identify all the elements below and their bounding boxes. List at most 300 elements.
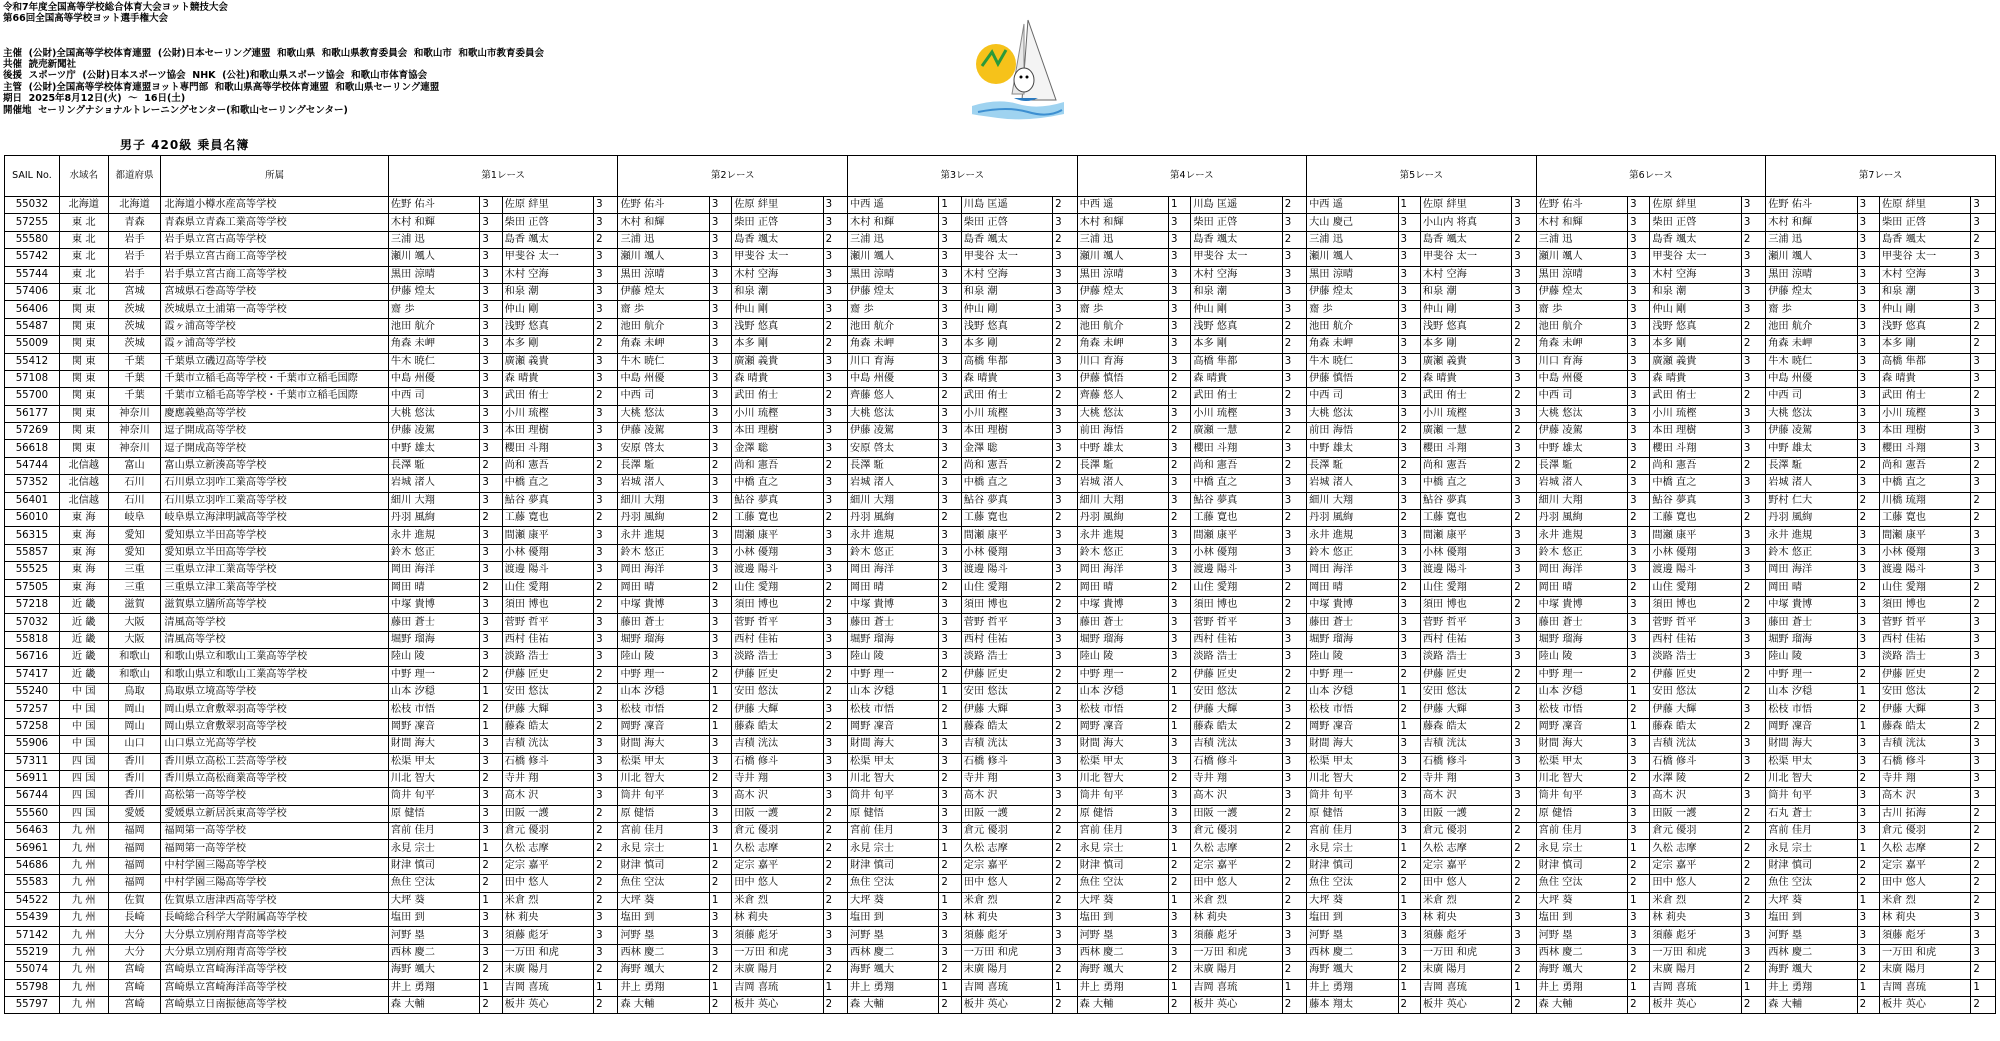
crew-name-cell: 岩城 渚人 [848,475,939,492]
crew-name-cell: 鈴木 悠正 [1307,544,1398,561]
grade-cell: 2 [594,318,618,335]
grade-cell: 3 [480,423,502,440]
grade-cell: 2 [823,596,847,613]
crew-name-cell: 小林 優翔 [732,544,823,561]
prefecture-cell: 茨城 [108,318,161,335]
crew-name-cell: 永井 進規 [618,527,709,544]
crew-name-cell: 高木 沢 [502,788,593,805]
crew-name-cell: 牛木 暁仁 [1307,353,1398,370]
grade-cell: 2 [939,666,961,683]
crew-name-cell: 中橋 直之 [961,475,1052,492]
grade-cell: 1 [1628,718,1650,735]
grade-cell: 2 [1053,336,1077,353]
crew-name-cell: 大桃 悠汰 [618,405,709,422]
crew-name-cell: 瀬川 颯人 [618,249,709,266]
grade-cell: 1 [1971,979,1996,996]
grade-cell: 2 [594,336,618,353]
crew-name-cell: 宮前 佳月 [848,823,939,840]
crew-name-cell: 本多 剛 [732,336,823,353]
grade-cell: 3 [1398,266,1420,283]
crew-name-cell: 大桃 悠汰 [1766,405,1857,422]
crew-name-cell: 河野 塁 [1536,927,1627,944]
grade-cell: 3 [1398,753,1420,770]
crew-name-cell: 宮前 佳月 [1077,823,1168,840]
grade-cell: 3 [1512,266,1536,283]
grade-cell: 3 [1053,631,1077,648]
grade-cell: 3 [1628,266,1650,283]
grade-cell: 3 [1398,231,1420,248]
grade-cell: 2 [1857,996,1879,1013]
region-cell: 東 北 [59,249,108,266]
crew-name-cell: 細川 大翔 [1077,492,1168,509]
grade-cell: 3 [939,283,961,300]
grade-cell: 3 [1971,475,1996,492]
grade-cell: 2 [709,457,731,474]
sail-no-cell: 57142 [5,927,60,944]
grade-cell: 2 [480,510,502,527]
grade-cell: 2 [1282,666,1306,683]
crew-name-cell: 丹羽 風絢 [1077,510,1168,527]
crew-name-cell: 吉積 洸汰 [961,736,1052,753]
sail-no-cell: 55487 [5,318,60,335]
table-row [5,510,1996,527]
crew-name-cell: 筒井 旬平 [1307,788,1398,805]
grade-cell: 3 [1741,544,1765,561]
crew-name-cell: 魚住 空汰 [1536,875,1627,892]
grade-cell: 3 [709,423,731,440]
grade-cell: 3 [1628,249,1650,266]
grade-cell: 3 [594,527,618,544]
grade-cell: 3 [709,631,731,648]
grade-cell: 2 [594,857,618,874]
crew-name-cell: 渡邊 陽斗 [1650,562,1741,579]
table-row [5,805,1996,822]
grade-cell: 3 [1282,475,1306,492]
crew-name-cell: 小川 琉樫 [502,405,593,422]
region-cell: 関 東 [59,353,108,370]
grade-cell: 2 [480,579,502,596]
crew-name-cell: 末廣 陽月 [1420,962,1511,979]
grade-cell: 2 [594,805,618,822]
grade-cell: 2 [1053,510,1077,527]
crew-name-cell: 伊藤 匠史 [732,666,823,683]
grade-cell: 2 [1512,596,1536,613]
crew-name-cell: 松枝 市悟 [848,701,939,718]
grade-cell: 3 [823,736,847,753]
table-row [5,405,1996,422]
crew-name-cell: 山本 汐穏 [1307,683,1398,700]
crew-name-cell: 仲山 剛 [1879,301,1970,318]
grade-cell: 2 [1857,492,1879,509]
school-cell: 愛媛県立新居浜東高等学校 [161,805,389,822]
region-cell: 関 東 [59,423,108,440]
grade-cell: 2 [1512,510,1536,527]
crew-name-cell: 岡田 海洋 [1766,562,1857,579]
crew-name-cell: 米倉 烈 [732,892,823,909]
grade-cell: 2 [1512,875,1536,892]
crew-name-cell: 古川 拓海 [1879,805,1970,822]
school-cell: 岩手県立宮古商工高等学校 [161,266,389,283]
crew-name-cell: 安田 悠汰 [1191,683,1282,700]
crew-name-cell: 廣瀬 義貴 [502,353,593,370]
prefecture-cell: 岡山 [108,718,161,735]
grade-cell: 3 [1857,266,1879,283]
crew-name-cell: 武田 侑士 [502,388,593,405]
grade-cell: 2 [480,996,502,1013]
grade-cell: 2 [1512,823,1536,840]
crew-name-cell: 長澤 駈 [388,457,479,474]
grade-cell: 3 [1512,544,1536,561]
crew-name-cell: 菅野 哲平 [1879,614,1970,631]
crew-name-cell: 黒田 涼晴 [618,266,709,283]
grade-cell: 3 [480,927,502,944]
crew-name-cell: 永見 宗士 [1307,840,1398,857]
grade-cell: 3 [939,544,961,561]
grade-cell: 3 [1053,266,1077,283]
crew-name-cell: 陸山 陵 [388,649,479,666]
grade-cell: 1 [1857,892,1879,909]
grade-cell: 3 [939,249,961,266]
region-cell: 九 州 [59,875,108,892]
crew-name-cell: 末廣 陽月 [961,962,1052,979]
grade-cell: 2 [1282,857,1306,874]
grade-cell: 3 [594,944,618,961]
grade-cell: 2 [1741,892,1765,909]
crew-name-cell: 吉岡 喜琉 [1191,979,1282,996]
crew-name-cell: 財間 海大 [388,736,479,753]
grade-cell: 2 [1398,666,1420,683]
crew-name-cell: 定宗 嘉平 [1420,857,1511,874]
grade-cell: 3 [1053,614,1077,631]
grade-cell: 2 [1282,231,1306,248]
grade-cell: 2 [1971,683,1996,700]
region-cell: 関 東 [59,440,108,457]
grade-cell: 3 [1512,405,1536,422]
grade-cell: 3 [709,353,731,370]
sail-no-cell: 56401 [5,492,60,509]
crew-name-cell: 本多 剛 [961,336,1052,353]
crew-name-cell: 米倉 烈 [1879,892,1970,909]
grade-cell: 3 [1971,631,1996,648]
grade-cell: 3 [1628,788,1650,805]
grade-cell: 3 [594,788,618,805]
crew-name-cell: 久松 志摩 [1650,840,1741,857]
prefecture-cell: 茨城 [108,336,161,353]
crew-name-cell: 大桃 悠汰 [848,405,939,422]
crew-name-cell: 高木 沢 [1650,788,1741,805]
crew-name-cell: 森 晴貴 [502,370,593,387]
crew-name-cell: 藤森 皓太 [1650,718,1741,735]
grade-cell: 1 [480,683,502,700]
grade-cell: 2 [1512,579,1536,596]
crew-name-cell: 藤森 皓太 [1420,718,1511,735]
region-cell: 北海道 [59,197,108,214]
grade-cell: 2 [480,875,502,892]
grade-cell: 2 [1282,805,1306,822]
prefecture-cell: 滋賀 [108,596,161,613]
grade-cell: 3 [1628,544,1650,561]
grade-cell: 2 [1282,318,1306,335]
grade-cell: 2 [1741,318,1765,335]
grade-cell: 2 [939,996,961,1013]
grade-cell: 3 [1512,788,1536,805]
crew-name-cell: 大坪 葵 [1077,892,1168,909]
grade-cell: 3 [1857,736,1879,753]
grade-cell: 3 [1628,336,1650,353]
grade-cell: 3 [1628,944,1650,961]
crew-name-cell: 石橋 修斗 [1879,753,1970,770]
sail-no-cell: 56010 [5,510,60,527]
prefecture-cell: 福岡 [108,857,161,874]
grade-cell: 2 [823,683,847,700]
crew-name-cell: 須田 博也 [502,596,593,613]
table-row [5,666,1996,683]
crew-name-cell: 鈴木 悠正 [848,544,939,561]
grade-cell: 3 [594,736,618,753]
crew-name-cell: 淡路 浩士 [1191,649,1282,666]
crew-name-cell: 宮前 佳月 [618,823,709,840]
crew-name-cell: 魚住 空汰 [1307,875,1398,892]
grade-cell: 3 [939,231,961,248]
crew-name-cell: 倉元 優羽 [732,823,823,840]
grade-cell: 3 [1282,736,1306,753]
grade-cell: 3 [1168,336,1190,353]
grade-cell: 2 [1857,875,1879,892]
crew-name-cell: 伊藤 煌太 [1307,283,1398,300]
grade-cell: 2 [480,770,502,787]
crew-name-cell: 中塚 貴博 [1077,596,1168,613]
grade-cell: 3 [1168,631,1190,648]
crew-name-cell: 角森 未岬 [1307,336,1398,353]
region-cell: 九 州 [59,823,108,840]
grade-cell: 1 [1512,979,1536,996]
crew-name-cell: 永見 宗士 [1077,840,1168,857]
crew-name-cell: 山住 愛翔 [961,579,1052,596]
grade-cell: 3 [709,440,731,457]
crew-name-cell: 工藤 寛也 [1650,510,1741,527]
crew-name-cell: 安田 悠汰 [1650,683,1741,700]
grade-cell: 3 [1971,927,1996,944]
crew-name-cell: 西村 佳祐 [732,631,823,648]
crew-name-cell: 鈴木 悠正 [1077,544,1168,561]
grade-cell: 2 [823,318,847,335]
crew-name-cell: 中野 理一 [848,666,939,683]
grade-cell: 3 [1628,614,1650,631]
grade-cell: 2 [823,231,847,248]
crew-name-cell: 川北 智大 [1077,770,1168,787]
crew-name-cell: 小川 琉樫 [1879,405,1970,422]
crew-name-cell: 和泉 潮 [502,283,593,300]
grade-cell: 3 [823,249,847,266]
grade-cell: 1 [1168,840,1190,857]
grade-cell: 2 [1398,701,1420,718]
grade-cell: 3 [594,614,618,631]
grade-cell: 2 [939,510,961,527]
grade-cell: 3 [1168,596,1190,613]
prefecture-cell: 和歌山 [108,649,161,666]
grade-cell: 3 [823,475,847,492]
grade-cell: 3 [1971,544,1996,561]
grade-cell: 3 [1857,596,1879,613]
crew-name-cell: 島香 颯太 [1191,231,1282,248]
grade-cell: 3 [1053,440,1077,457]
crew-name-cell: 石橋 修斗 [502,753,593,770]
crew-name-cell: 伊藤 煌太 [388,283,479,300]
prefecture-cell: 岐阜 [108,510,161,527]
crew-name-cell: 渡邊 陽斗 [1191,562,1282,579]
region-cell: 近 畿 [59,666,108,683]
crew-name-cell: 安原 啓太 [618,440,709,457]
grade-cell: 2 [1168,875,1190,892]
crew-name-cell: 石橋 修斗 [961,753,1052,770]
crew-name-cell: 安田 悠汰 [732,683,823,700]
grade-cell: 3 [1741,197,1765,214]
crew-name-cell: 田中 悠人 [732,875,823,892]
school-cell: 岡山県立倉敷翠羽高等学校 [161,701,389,718]
crew-name-cell: 中西 司 [1536,388,1627,405]
grade-cell: 3 [1282,614,1306,631]
crew-name-cell: 牛木 暁仁 [618,353,709,370]
grade-cell: 2 [1053,318,1077,335]
crew-name-cell: 森 晴貴 [1191,370,1282,387]
crew-name-cell: 財津 慎司 [1536,857,1627,874]
grade-cell: 3 [1512,562,1536,579]
region-cell: 近 畿 [59,649,108,666]
school-cell: 石川県立羽咋工業高等学校 [161,475,389,492]
grade-cell: 3 [1168,927,1190,944]
region-cell: 九 州 [59,927,108,944]
crew-name-cell: 林 莉央 [1879,910,1970,927]
prefecture-cell: 大分 [108,944,161,961]
grade-cell: 2 [823,857,847,874]
grade-cell: 3 [480,823,502,840]
grade-cell: 3 [1628,527,1650,544]
grade-cell: 3 [1512,492,1536,509]
crew-name-cell: 廣瀬 義貴 [1420,353,1511,370]
crew-name-cell: 林 莉央 [502,910,593,927]
crew-name-cell: 岩城 渚人 [1766,475,1857,492]
crew-name-cell: 岡野 凜音 [848,718,939,735]
grade-cell: 3 [1398,823,1420,840]
prefecture-cell: 岩手 [108,249,161,266]
crew-name-cell: 本多 剛 [1879,336,1970,353]
grade-cell: 2 [1741,579,1765,596]
grade-cell: 3 [480,301,502,318]
grade-cell: 3 [1628,596,1650,613]
crew-name-cell: 伊藤 煌太 [1077,283,1168,300]
crew-name-cell: 岩城 渚人 [1307,475,1398,492]
crew-name-cell: 中塚 貴博 [618,596,709,613]
crew-name-cell: 柴田 正啓 [1650,214,1741,231]
grade-cell: 3 [1053,492,1077,509]
grade-cell: 3 [1398,527,1420,544]
crew-name-cell: 原 健悟 [1307,805,1398,822]
grade-cell: 2 [1398,579,1420,596]
crew-name-cell: 財津 慎司 [1077,857,1168,874]
table-header-row [5,156,1996,197]
crew-name-cell: 丹羽 風絢 [848,510,939,527]
school-cell: 和歌山県立和歌山工業高等学校 [161,666,389,683]
crew-name-cell: 岡田 晴 [618,579,709,596]
grade-cell: 3 [1053,927,1077,944]
grade-cell: 3 [1857,405,1879,422]
crew-name-cell: 永見 宗士 [618,840,709,857]
grade-cell: 3 [709,475,731,492]
crew-name-cell: 藤森 皓太 [961,718,1052,735]
grade-cell: 2 [1512,388,1536,405]
crew-name-cell: 松枝 市悟 [1077,701,1168,718]
grade-cell: 2 [1512,996,1536,1013]
school-cell: 岡山県立倉敷翠羽高等学校 [161,718,389,735]
grade-cell: 3 [709,249,731,266]
grade-cell: 2 [1741,683,1765,700]
crew-name-cell: 伊藤 匠史 [1191,666,1282,683]
crew-name-cell: 齋 歩 [1077,301,1168,318]
crew-name-cell: 渡邊 陽斗 [961,562,1052,579]
crew-name-cell: 和泉 潮 [1879,283,1970,300]
crew-name-cell: 仲山 剛 [732,301,823,318]
crew-name-cell: 中島 州優 [1536,370,1627,387]
crew-name-cell: 岡田 海洋 [1307,562,1398,579]
region-cell: 関 東 [59,405,108,422]
grade-cell: 3 [1512,631,1536,648]
crew-roster-table [4,155,1996,1014]
crew-name-cell: 米倉 烈 [961,892,1052,909]
grade-cell: 2 [1398,510,1420,527]
grade-cell: 3 [1512,301,1536,318]
grade-cell: 3 [823,770,847,787]
grade-cell: 2 [1741,996,1765,1013]
crew-name-cell: 細川 大翔 [848,492,939,509]
crew-name-cell: 川北 智大 [618,770,709,787]
crew-name-cell: 小川 琉樫 [1420,405,1511,422]
grade-cell: 2 [1512,336,1536,353]
crew-name-cell: 黒田 涼晴 [1077,266,1168,283]
prefecture-cell: 愛知 [108,527,161,544]
grade-cell: 2 [1282,579,1306,596]
crew-name-cell: 大桃 悠汰 [388,405,479,422]
table-row [5,388,1996,405]
grade-cell: 3 [823,562,847,579]
grade-cell: 2 [1398,770,1420,787]
grade-cell: 3 [1971,944,1996,961]
grade-cell: 2 [594,579,618,596]
sail-no-cell: 55700 [5,388,60,405]
crew-name-cell: 池田 航介 [618,318,709,335]
grade-cell: 2 [1741,666,1765,683]
grade-cell: 3 [1628,631,1650,648]
crew-name-cell: 河野 塁 [388,927,479,944]
crew-name-cell: 櫻田 斗翔 [502,440,593,457]
grade-cell: 1 [1168,718,1190,735]
crew-name-cell: 黒田 涼晴 [1307,266,1398,283]
grade-cell: 3 [823,301,847,318]
grade-cell: 3 [709,927,731,944]
grade-cell: 3 [1857,353,1879,370]
crew-name-cell: 島香 颯太 [1879,231,1970,248]
venue-line: 開催地 セーリングナショナルトレーニングセンター(和歌山セーリングセンター) [3,104,348,116]
crew-name-cell: 渡邊 陽斗 [1879,562,1970,579]
crew-name-cell: 板井 英心 [1650,996,1741,1013]
grade-cell: 3 [1168,266,1190,283]
grade-cell: 3 [1512,283,1536,300]
crew-name-cell: 森 晴貴 [1650,370,1741,387]
grade-cell: 2 [1971,875,1996,892]
crew-name-cell: 河野 塁 [848,927,939,944]
crew-name-cell: 大坪 葵 [618,892,709,909]
grade-cell: 3 [1398,736,1420,753]
crew-name-cell: 本多 剛 [502,336,593,353]
